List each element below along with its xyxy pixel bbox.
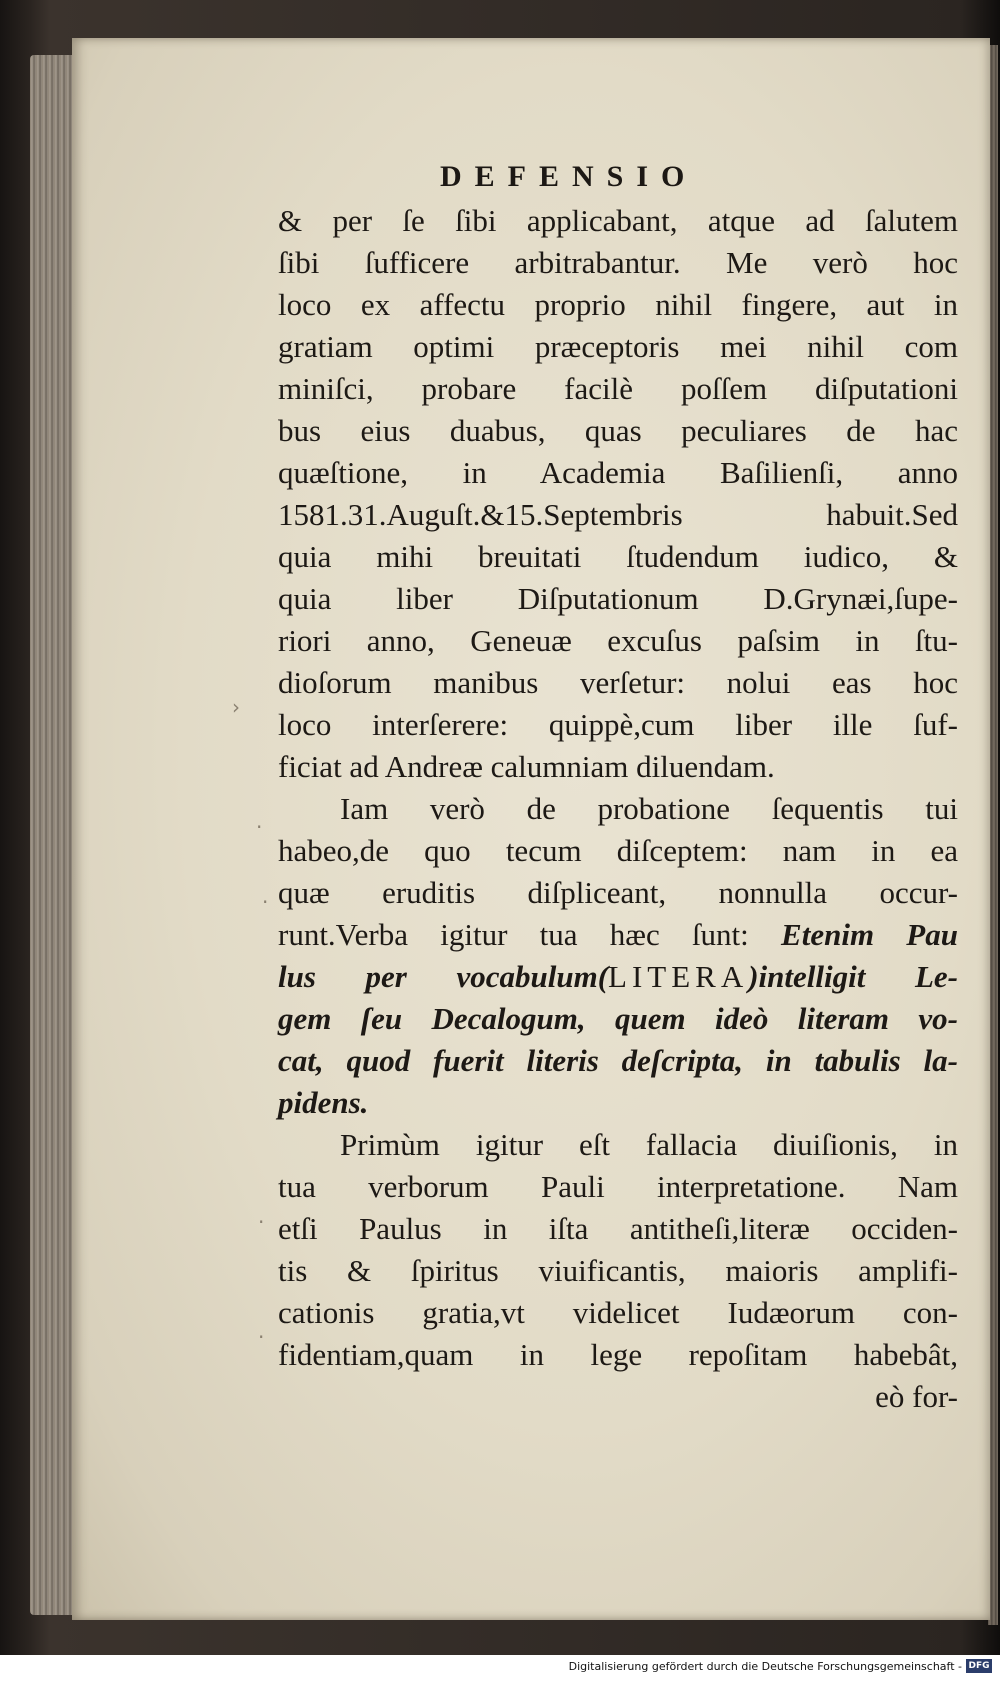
text-line: ficiat ad Andreæ calumniam diluendam. [278, 749, 775, 784]
catchword: eò for- [875, 1379, 958, 1414]
margin-mark: · [256, 815, 263, 839]
text-line: quæſtione, in Academia Baſilienſi, anno [278, 455, 958, 490]
text-line: cationis gratia,vt videlicet Iudæorum con- [278, 1295, 958, 1330]
margin-mark: · [258, 1325, 265, 1349]
text-line: habeo,de quo tecum diſceptem: nam in ea [278, 833, 958, 868]
book-page-edges-left [30, 55, 75, 1615]
text-line: & per ſe ſibi applicabant, atque ad ſalutem [278, 203, 958, 238]
quotation-line: gem ſeu Decalogum, quem ideò literam vo- [278, 1001, 958, 1036]
quotation-line: pidens. [278, 1085, 369, 1120]
margin-mark: · [262, 890, 269, 914]
text-span: runt.Verba igitur tua hæc ſunt: [278, 917, 749, 952]
text-line: riori anno, Geneuæ excuſus paſsim in ſtu- [278, 623, 958, 658]
text-line: quæ eruditis diſpliceant, nonnulla occur- [278, 875, 958, 910]
text-line: ſibi ſufficere arbitrabantur. Me verò hoc [278, 245, 958, 280]
text-line: dioſorum manibus verſetur: nolui eas hoc [278, 665, 958, 700]
text-line: etſi Paulus in iſta antitheſi,literæ occiden- [278, 1211, 958, 1246]
text-line: quia mihi breuitati ſtudendum iudico, & [278, 539, 958, 574]
text-line: loco interſerere: quippè,cum liber ille ſuf- [278, 707, 958, 742]
digitization-credit: Digitalisierung gefördert durch die Deutsche Forschungsgemeinschaft - [568, 1660, 962, 1673]
text-line: bus eius duabus, quas peculiares de hac [278, 413, 958, 448]
quotation-line: cat, quod fuerit literis deſcripta, in tabulis la- [278, 1043, 958, 1078]
dfg-logo: DFG [966, 1659, 992, 1673]
text-line: miniſci, probare facilè poſſem diſputationi [278, 371, 958, 406]
paragraph-start-line: Iam verò de probatione ſequentis tui [340, 791, 958, 826]
quotation-italic: lus per vocabulum( [278, 959, 609, 994]
text-line [278, 914, 958, 956]
body-text [278, 200, 958, 1418]
text-line: quia liber Diſputationum D.Grynæi,ſupe- [278, 581, 958, 616]
quotation-italic: )intelligit Le- [748, 959, 958, 994]
text-line: gratiam optimi præceptoris mei nihil com [278, 329, 958, 364]
text-line: 1581.31.Auguſt.&15.Septembris habuit.Sed [278, 497, 958, 532]
text-line: tis & ſpiritus viuificantis, maioris amplifi- [278, 1253, 958, 1288]
text-line: fidentiam,quam in lege repoſitam habebât, [278, 1337, 958, 1372]
margin-mark: › [232, 695, 240, 719]
margin-mark: · [258, 1210, 265, 1234]
text-line: tua verborum Pauli interpretatione. Nam [278, 1169, 958, 1204]
quotation-line [278, 956, 958, 998]
running-head: DEFENSIO [440, 160, 698, 193]
quotation-small-caps: LITERA [608, 959, 749, 994]
paragraph-start-line: Primùm igitur eſt fallacia diuiſionis, in [340, 1127, 958, 1162]
text-line: loco ex affectu proprio nihil fingere, aut in [278, 287, 958, 322]
quotation-italic: Etenim Pau [781, 917, 958, 952]
